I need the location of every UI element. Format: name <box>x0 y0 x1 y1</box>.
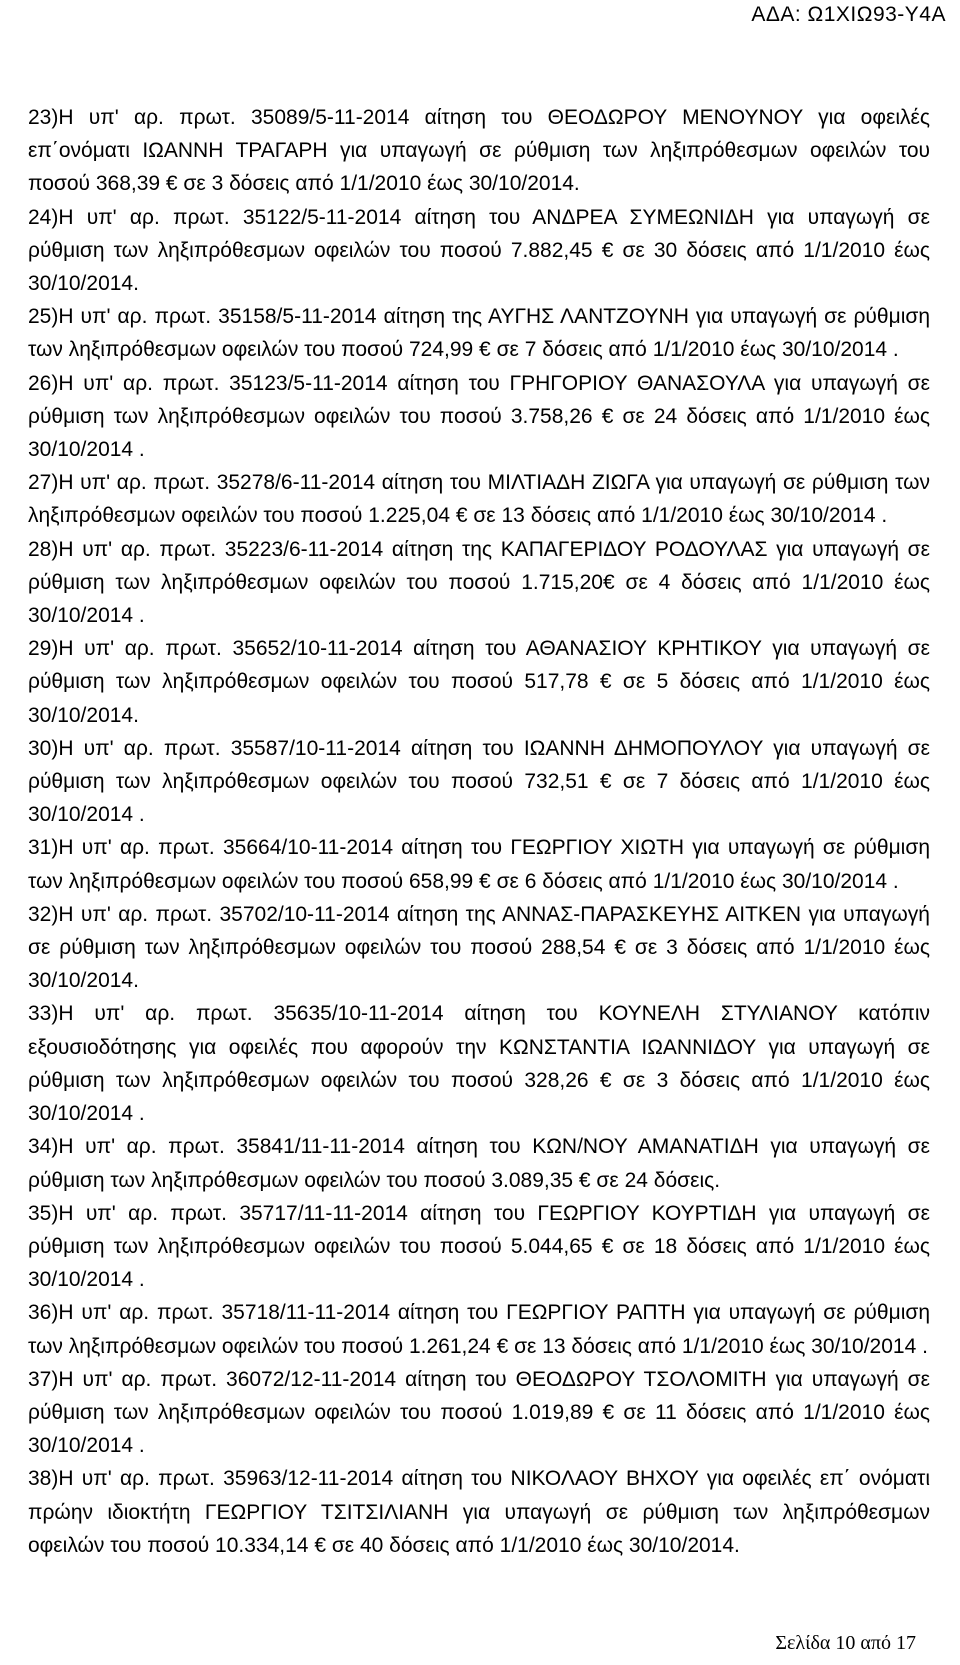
decision-item-36: 36)Η υπ' αρ. πρωτ. 35718/11-11-2014 αίτηση του ΓΕΩΡΓΙΟΥ ΡΑΠΤΗ για υπαγωγή σε ρύθμιση των ληξιπρόθεσμων οφειλών του ποσού 1.261,24 € σε 13 δόσεις από 1/1/2010 έως 30/10/2014 . <box>28 1301 930 1358</box>
decision-item-29: 29)Η υπ' αρ. πρωτ. 35652/10-11-2014 αίτηση του ΑΘΑΝΑΣΙΟΥ ΚΡΗΤΙΚΟΥ για υπαγωγή σε ρύθμιση των ληξιπρόθεσμων οφειλών του ποσού 517,78 € σε 5 δόσεις από 1/1/2010 έως 30/10/2014. <box>28 637 930 727</box>
decision-item-26: 26)Η υπ' αρ. πρωτ. 35123/5-11-2014 αίτηση του ΓΡΗΓΟΡΙΟΥ ΘΑΝΑΣΟΥΛΑ για υπαγωγή σε ρύθμιση των ληξιπρόθεσμων οφειλών του ποσού 3.758,26 € σε 24 δόσεις από 1/1/2010 έως 30/10/2014 . <box>28 371 930 462</box>
decision-item-34: 34)Η υπ' αρ. πρωτ. 35841/11-11-2014 αίτηση του ΚΩΝ/ΝΟΥ ΑΜΑΝΑΤΙΔΗ για υπαγωγή σε ρύθμιση των ληξιπρόθεσμων οφειλών του ποσού 3.089,35 € σε 24 δόσεις. <box>28 1135 930 1192</box>
decision-item-25: 25)Η υπ' αρ. πρωτ. 35158/5-11-2014 αίτηση της ΑΥΓΗΣ ΛΑΝΤΖΟΥΝΗ για υπαγωγή σε ρύθμιση των ληξιπρόθεσμων οφειλών του ποσού 724,99 € σε 7 δόσεις από 1/1/2010 έως 30/10/2014 . <box>28 305 930 362</box>
decision-item-27: 27)Η υπ' αρ. πρωτ. 35278/6-11-2014 αίτηση του ΜΙΛΤΙΑΔΗ ΖΙΩΓΑ για υπαγωγή σε ρύθμιση των ληξιπρόθεσμων οφειλών του ποσού 1.225,04 € σε 13 δόσεις από 1/1/2010 έως 30/10/2014 . <box>28 471 930 528</box>
decision-item-35: 35)Η υπ' αρ. πρωτ. 35717/11-11-2014 αίτηση του ΓΕΩΡΓΙΟΥ ΚΟΥΡΤΙΔΗ για υπαγωγή σε ρύθμιση των ληξιπρόθεσμων οφειλών του ποσού 5.044,65 € σε 18 δόσεις από 1/1/2010 έως 30/10/2014 . <box>28 1201 930 1292</box>
ada-code: ΑΔΑ: Ω1ΧΙΩ93-Υ4Α <box>751 3 946 26</box>
decision-item-32: 32)Η υπ' αρ. πρωτ. 35702/10-11-2014 αίτηση της ΑΝΝΑΣ-ΠΑΡΑΣΚΕΥΗΣ ΑΙΤΚΕΝ για υπαγωγή σε ρύθμιση των ληξιπρόθεσμων οφειλών του ποσού 288,54 € σε 3 δόσεις από 1/1/2010 έως 30/10/2014. <box>28 902 930 993</box>
decision-item-37: 37)Η υπ' αρ. πρωτ. 36072/12-11-2014 αίτηση του ΘΕΟΔΩΡΟΥ ΤΣΟΛΟΜΙΤΗ για υπαγωγή σε ρύθμιση των ληξιπρόθεσμων οφειλών του ποσού 1.019,89 € σε 11 δόσεις από 1/1/2010 έως 30/10/2014 . <box>28 1367 930 1458</box>
decision-item-38: 38)Η υπ' αρ. πρωτ. 35963/12-11-2014 αίτηση του ΝΙΚΟΛΑΟΥ ΒΗΧΟΥ για οφειλές επ΄ ονόματι πρώην ιδιοκτήτη ΓΕΩΡΓΙΟΥ ΤΣΙΤΣΙΛΙΑΝΗ για υπαγωγή σε ρύθμιση των ληξιπρόθεσμων οφειλών του ποσού 10.334,14 € σε 40 δόσεις από 1/1/2010 έως 30/10/2014. <box>28 1467 930 1557</box>
document-body <box>28 101 930 1562</box>
decision-item-30: 30)Η υπ' αρ. πρωτ. 35587/10-11-2014 αίτηση του ΙΩΑΝΝΗ ΔΗΜΟΠΟΥΛΟΥ για υπαγωγή σε ρύθμιση των ληξιπρόθεσμων οφειλών του ποσού 732,51 € σε 7 δόσεις από 1/1/2010 έως 30/10/2014 . <box>28 736 930 827</box>
decision-item-24: 24)Η υπ' αρ. πρωτ. 35122/5-11-2014 αίτηση του ΑΝΔΡΕΑ ΣΥΜΕΩΝΙΔΗ για υπαγωγή σε ρύθμιση των ληξιπρόθεσμων οφειλών του ποσού 7.882,45 € σε 30 δόσεις από 1/1/2010 έως 30/10/2014. <box>28 205 930 296</box>
decision-item-33: 33)Η υπ' αρ. πρωτ. 35635/10-11-2014 αίτηση του ΚΟΥΝΕΛΗ ΣΤΥΛΙΑΝΟΥ κατόπιν εξουσιοδότησης για οφειλές που αφορούν την ΚΩΝΣΤΑΝΤΙΑ ΙΩΑΝΝΙΔΟΥ για υπαγωγή σε ρύθμιση των ληξιπρόθεσμων οφειλών του ποσού 328,26 € σε 3 δόσεις από 1/1/2010 έως 30/10/2014 . <box>28 1002 930 1126</box>
decision-item-28: 28)Η υπ' αρ. πρωτ. 35223/6-11-2014 αίτηση της ΚΑΠΑΓΕΡΙΔΟΥ ΡΟΔΟΥΛΑΣ για υπαγωγή σε ρύθμιση των ληξιπρόθεσμων οφειλών του ποσού 1.715,20€ σε 4 δόσεις από 1/1/2010 έως 30/10/2014 . <box>28 537 930 628</box>
decision-item-23: 23)Η υπ' αρ. πρωτ. 35089/5-11-2014 αίτηση του ΘΕΟΔΩΡΟΥ ΜΕΝΟΥΝΟΥ για οφειλές επ΄ονόματι ΙΩΑΝΝΗ ΤΡΑΓΑΡΗ για υπαγωγή σε ρύθμιση των ληξιπρόθεσμων οφειλών του ποσού 368,39 € σε 3 δόσεις από 1/1/2010 έως 30/10/2014. <box>28 106 930 196</box>
decision-item-31: 31)Η υπ' αρ. πρωτ. 35664/10-11-2014 αίτηση του ΓΕΩΡΓΙΟΥ ΧΙΩΤΗ για υπαγωγή σε ρύθμιση των ληξιπρόθεσμων οφειλών του ποσού 658,99 € σε 6 δόσεις από 1/1/2010 έως 30/10/2014 . <box>28 836 930 893</box>
page-number: Σελίδα 10 από 17 <box>775 1632 916 1654</box>
